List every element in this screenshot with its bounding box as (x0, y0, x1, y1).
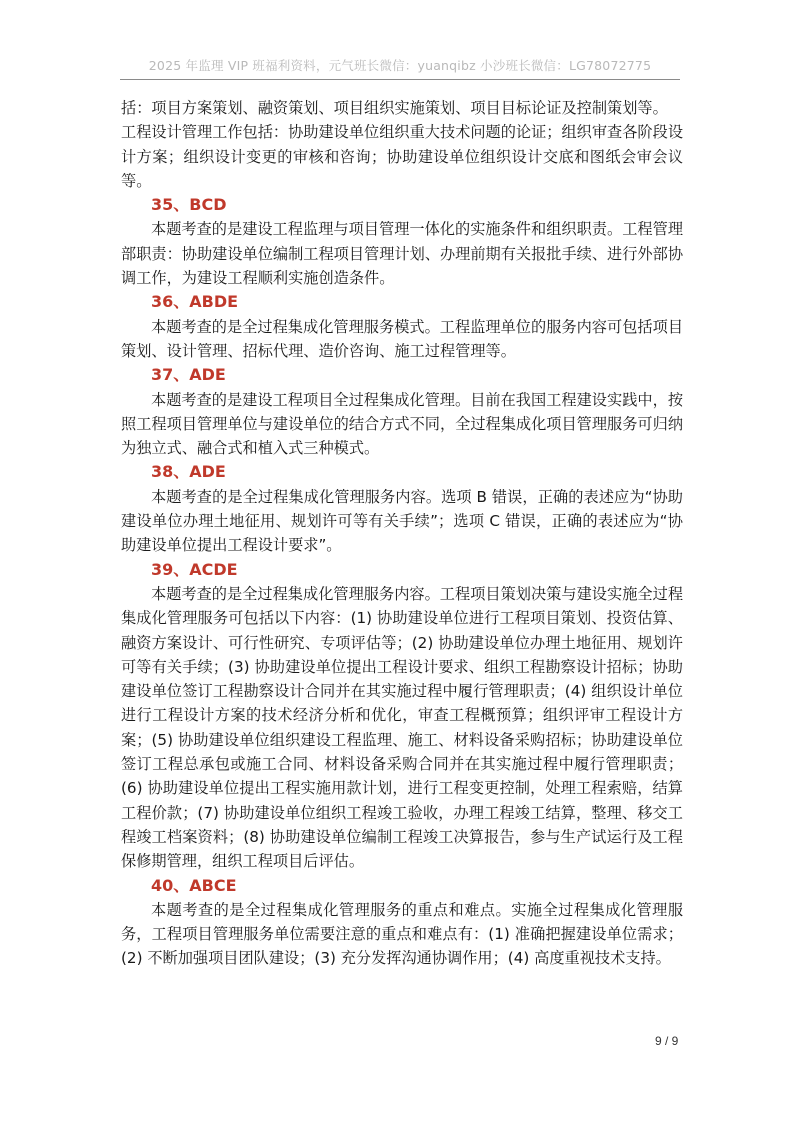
answer-37-label: 37、ADE (151, 365, 226, 385)
answer-35-explanation: 本题考查的是建设工程监理与项目管理一体化的实施条件和组织职责。工程管理部职责：协助建设单位编制工程项目管理计划、办理前期有关报批手续、进行外部协调工作，为建设工程顺利实施创造条件。 (121, 220, 683, 288)
continuation-paragraph-1: 括：项目方案策划、融资策划、项目组织实施策划、项目目标论证及控制策划等。 (121, 99, 668, 117)
continuation-paragraph-2: 工程设计管理工作包括：协助建设单位组织重大技术问题的论证；组织审查各阶段设计方案；组织设计变更的审核和咨询；协助建设单位组织设计交底和图纸会审会议等。 (121, 123, 683, 190)
answer-37-explanation: 本题考查的是建设工程项目全过程集成化管理。目前在我国工程建设实践中，按照工程项目管理单位与建设单位的结合方式不同，全过程集成化项目管理服务可归纳为独立式、融合式和植入式三种模式。 (121, 390, 683, 458)
answer-40-explanation: 本题考查的是全过程集成化管理服务的重点和难点。实施全过程集成化管理服务，工程项目管理服务单位需要注意的重点和难点有：(1) 准确把握建设单位需求；(2) 不断加强项目团队建设；(3) 充分发挥沟通协调作用；(4) 高度重视技术支持。 (121, 900, 683, 968)
answer-35-label: 35、BCD (151, 195, 227, 215)
answer-36-explanation: 本题考查的是全过程集成化管理服务模式。工程监理单位的服务内容可包括项目策划、设计管理、招标代理、造价咨询、施工过程管理等。 (121, 317, 683, 360)
answer-40-label: 40、ABCE (151, 875, 237, 895)
answer-39-explanation: 本题考查的是全过程集成化管理服务内容。工程项目策划决策与建设实施全过程集成化管理服务可包括以下内容：(1) 协助建设单位进行工程项目策划、投资估算、融资方案设计、可行性研究、专项评估等；(2) 协助建设单位办理土地征用、规划许可等有关手续；(3) 协助建设单位提出工程设计要求、组织工程勘察设计招标；协助建设单位签订工程勘察设计合同并在其实施过程中履行管理职责；(4) 组织设计单位进行工程设计方案的技术经济分析和优化，审查工程概预算；组织评审工程设计方案；(5) 协助建设单位组织建设工程监理、施工、材料设备采购招标；协助建设单位签订工程总承包或施工合同、材料设备采购合同并在其实施过程中履行管理职责；(6) 协助建设单位提出工程实施用款计划，进行工程变更控制，处理工程索赔，结算工程价款；(7) 协助建设单位组织工程竣工验收，办理工程竣工结算，整理、移交工程竣工档案资料；(8) 协助建设单位编制工程竣工决算报告，参与生产试运行及工程保修期管理，组织工程项目后评估。 (121, 584, 683, 871)
answer-38-label: 38、ADE (151, 462, 226, 482)
page-header-watermark: 2025 年监理 VIP 班福利资料，元气班长微信：yuanqibz 小沙班长微信：LG78072775 (148, 58, 652, 73)
answer-36-label: 36、ABDE (151, 292, 239, 312)
header-divider (120, 79, 680, 80)
page-number: 9 / 9 (655, 1034, 679, 1048)
answer-38-explanation: 本题考查的是全过程集成化管理服务内容。选项 B 错误，正确的表述应为“协助建设单位办理土地征用、规划许可等有关手续”；选项 C 错误，正确的表述应为“协助建设单位提出工程设计要求”。 (121, 487, 683, 555)
document-body (121, 96, 683, 971)
answer-39-label: 39、ACDE (151, 559, 238, 579)
